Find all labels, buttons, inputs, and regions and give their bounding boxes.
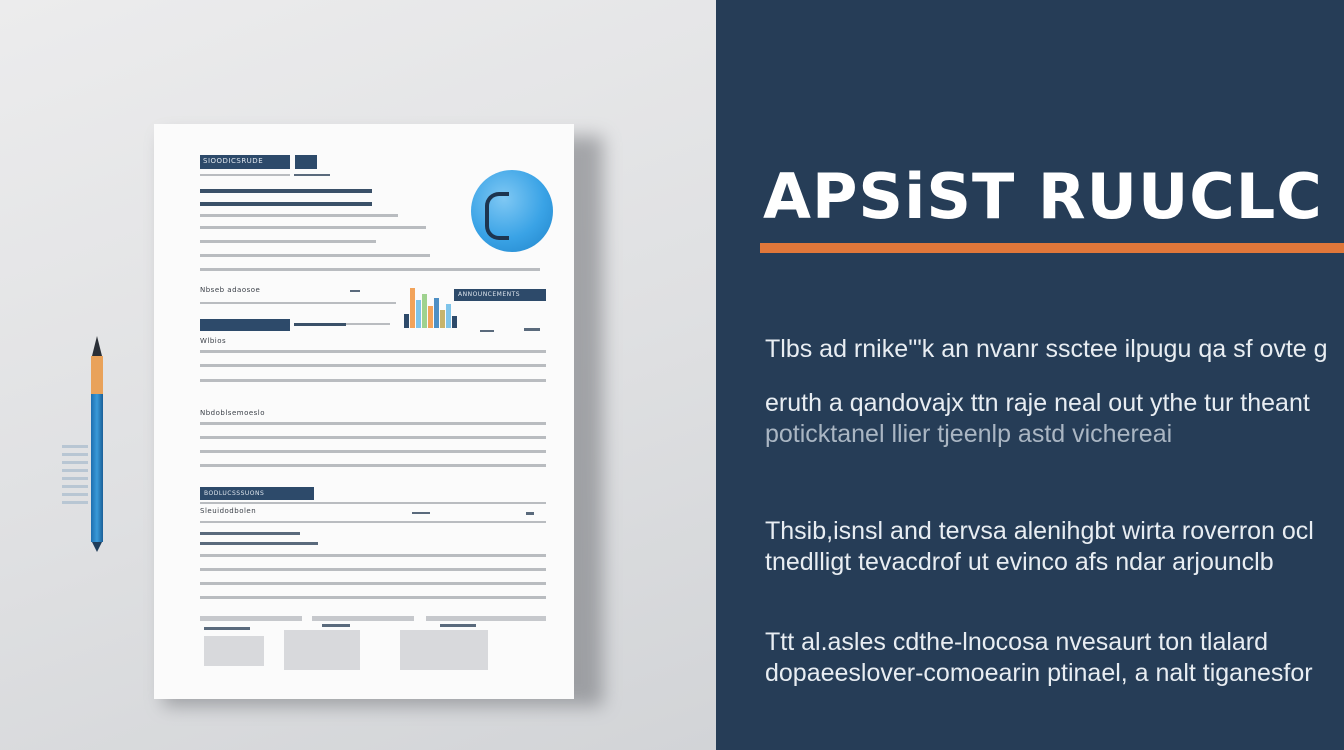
doc-tag-block (200, 487, 314, 500)
doc-footer-bar (200, 616, 302, 621)
doc-line (200, 202, 372, 206)
doc-thumbnail (204, 636, 264, 666)
doc-avatar-mark (485, 192, 509, 240)
doc-line (346, 323, 390, 325)
chart-bar (440, 310, 445, 328)
doc-line (200, 436, 546, 439)
doc-mark (204, 627, 250, 630)
doc-line (200, 568, 546, 571)
doc-header-label: SIOODICSRUDE (203, 157, 264, 165)
chart-bar (416, 300, 421, 328)
headline: APSiST RUUCLC (763, 160, 1323, 233)
doc-footer-bar (312, 616, 414, 621)
doc-section-label: Wlbios (200, 337, 227, 345)
chart-bar (410, 288, 415, 328)
doc-mark (412, 512, 430, 514)
chart-bar (434, 298, 439, 328)
doc-tag-label: BODLUCSSSUONS (204, 490, 265, 497)
doc-line (200, 189, 372, 193)
doc-header-badge (295, 155, 317, 169)
doc-line (200, 502, 546, 504)
chart-bar (428, 306, 433, 328)
doc-line (200, 302, 396, 304)
paragraph-line: tnedlligt tevacdrof ut evinco afs ndar arjounclb (765, 548, 1274, 576)
chart-bar (422, 294, 427, 328)
doc-tag-block (454, 289, 546, 301)
doc-thumbnail (400, 630, 488, 670)
doc-line (200, 254, 430, 257)
pen-body (91, 394, 103, 542)
paragraph-line: Tlbs ad rnike'"k an nvanr ssctee ilpugu qa sf ovte g (765, 335, 1328, 363)
doc-tag-label: ANNOUNCEMENTS (458, 291, 521, 298)
doc-tag-block (200, 319, 290, 331)
doc-line (200, 379, 546, 382)
pen-tip (92, 336, 102, 356)
paragraph-line: poticktanel llier tjeenlp astd vichereai (765, 420, 1173, 448)
doc-line (200, 464, 546, 467)
paragraph-line: Ttt al.asles cdthe-lnocosa nvesaurt ton tlalard (765, 628, 1269, 656)
doc-mark (440, 624, 476, 627)
doc-line (200, 350, 546, 353)
chart-bar (404, 314, 409, 328)
doc-line (200, 596, 546, 599)
doc-footer-bar (426, 616, 546, 621)
doc-section-label: Sleuidodbolen (200, 507, 257, 515)
doc-mark (524, 328, 540, 331)
doc-line (200, 532, 300, 535)
doc-line (200, 554, 546, 557)
doc-header-block (200, 155, 290, 169)
paragraph-3 (765, 516, 1314, 578)
doc-mark (480, 330, 494, 332)
doc-line (200, 214, 398, 217)
paragraph-4 (765, 627, 1313, 689)
doc-mark (322, 624, 350, 627)
pen-end (92, 542, 102, 552)
paragraph-1 (765, 334, 1328, 365)
paragraph-2 (765, 388, 1310, 450)
chart-bar (452, 316, 457, 328)
doc-section-label: Nbdoblsemoeslo (200, 409, 266, 417)
doc-mark (526, 512, 534, 515)
doc-header-underline (200, 174, 290, 176)
chart-bar (446, 304, 451, 328)
doc-line (200, 240, 376, 243)
doc-mark (350, 290, 360, 292)
pen (89, 336, 105, 554)
doc-line (294, 323, 346, 326)
accent-underline (760, 243, 1344, 253)
paragraph-line: dopaeeslover-comoearin ptinael, a nalt tiganesfor (765, 659, 1313, 687)
pen-shadow-text (62, 440, 88, 535)
doc-line (200, 422, 546, 425)
paragraph-line: eruth a qandovajx ttn raje neal out ythe tur theant (765, 389, 1310, 417)
doc-line (200, 582, 546, 585)
doc-line (200, 364, 546, 367)
doc-section-label: Nbseb adaosoe (200, 286, 261, 294)
doc-avatar-circle (471, 170, 553, 252)
doc-line (200, 542, 318, 545)
doc-line (200, 268, 540, 271)
doc-line (200, 521, 546, 523)
doc-line (200, 226, 426, 229)
paragraph-line: Thsib,isnsl and tervsa alenihgbt wirta roverron ocl (765, 517, 1314, 545)
doc-line (200, 450, 546, 453)
doc-header-note (294, 174, 330, 176)
pen-collar (91, 356, 103, 394)
doc-thumbnail (284, 630, 360, 670)
